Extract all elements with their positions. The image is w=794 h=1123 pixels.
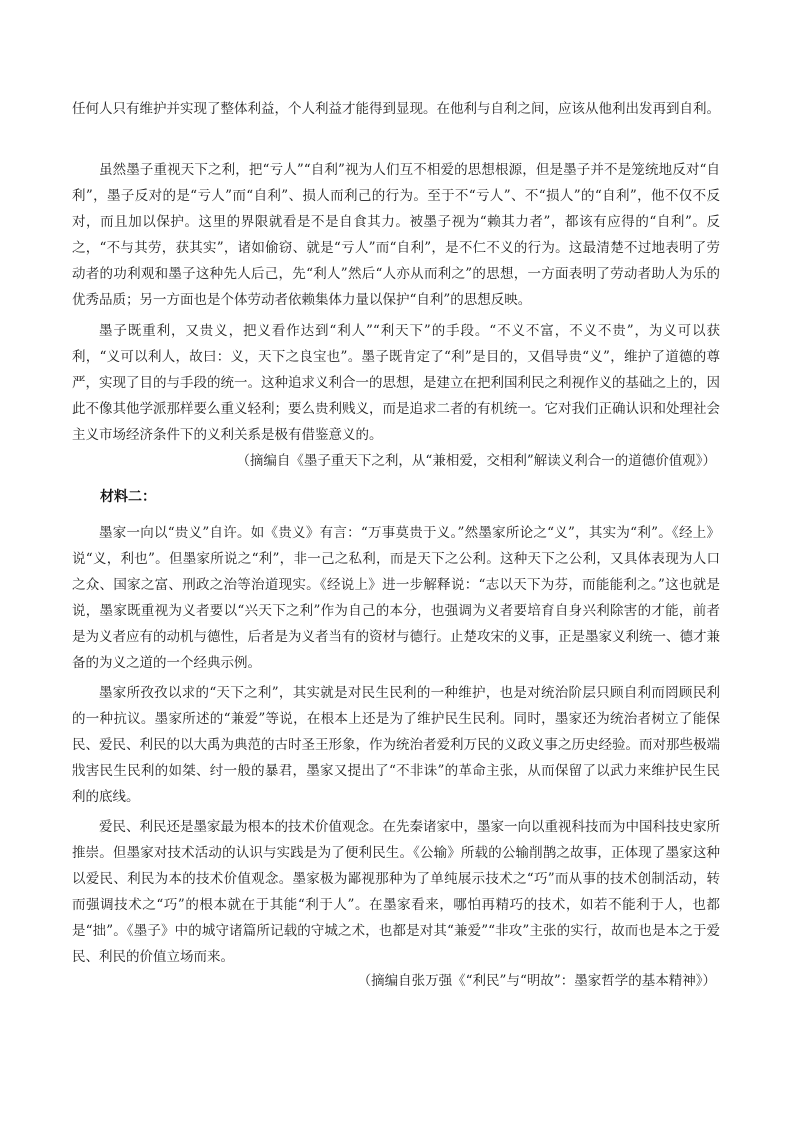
paragraph-continuation: 任何人只有维护并实现了整体利益，个人利益才能得到显现。在他利与自利之间，应该从他利出发再到自利。 [72,101,720,117]
paragraph-guiyi: 墨家一向以“贵义”自许。如《贵义》有言：“万事莫贵于义。”然墨家所论之“义”，其实为“利”。《经上》说“义，利也”。但墨家所说之“利”，非一己之私利，而是天下之公利。这种天下之公利，又具体表现为人口之众、国家之富、刑政之治等治道现实。《经说上》进一步解释说：“志以天下为芬，而能能利之。”这也就是说，墨家既重视为义者要以“兴天下之利”作为自己的本分，也强调为义者要培育自身兴利除害的才能，前者是为义者应有的动机与德性，后者是为义者当有的资材与德行。止楚攻宋的义事，正是墨家义利统一、德才兼备的为义之道的一个经典示例。 [72,525,720,671]
paragraph-righteousness-profit: 墨子既重利，又贵义，把义看作达到“利人”“利天下”的手段。“不义不富，不义不贵”，为义可以获利，“义可以利人，故曰：义，天下之良宝也”。墨子既肯定了“利”是目的，又倡导贵“义”，维护了道德的尊严，实现了目的与手段的统一。这种追求义利合一的思想，是建立在把利国利民之利视作义的基础之上的，因此不像其他学派那样要么重义轻利；要么贵利贱义，而是追求二者的有机统一。它对我们正确认识和处理社会主义市场经济条件下的义利关系是极有借鉴意义的。 [72,323,720,443]
paragraph-mozi-self-interest: 虽然墨子重视天下之利，把“亏人”“自利”视为人们互不相爱的思想根源，但是墨子并不是笼统地反对“自利”，墨子反对的是“亏人”而“自利”、损人而利己的行为。至于不“亏人”、不“损人”的“自利”，他不仅不反对，而且加以保护。这里的界限就看是不是自食其力。被墨子视为“赖其力者”，都该有应得的“自利”。反之，“不与其劳，获其实”，诸如偷窃、就是“亏人”而“自利”，是不仁不义的行为。这最清楚不过地表明了劳动者的功利观和墨子这种先人后己，先“利人”然后“人亦从而利之”的思想，一方面表明了劳动者助人为乐的优秀品质；另一方面也是个体劳动者依赖集体力量以保护“自利”的思想反映。 [72,162,720,308]
paragraph-benefit-of-world: 墨家所孜孜以求的“天下之利”，其实就是对民生民利的一种维护，也是对统治阶层只顾自利而罔顾民利的一种抗议。墨家所述的“兼爱”等说，在根本上还是为了维护民生民利。同时，墨家还为统治者树立了能保民、爱民、利民的以大禹为典范的古时圣王形象，作为统治者爱利万民的义政义事之历史经验。而对那些极端戕害民生民利的如桀、纣一般的暴君，墨家又提出了“不非诛”的革命主张，从而保留了以武力来维护民生民利的底线。 [72,685,720,805]
material-two-heading: 材料二： [100,489,156,505]
citation-source-1: （摘编自《墨子重天下之利，从“兼相爱，交相利”解读义利合一的道德价值观》） [236,453,716,469]
citation-source-2: （摘编自张万强《“利民”与“明故”：墨家哲学的基本精神》） [357,973,716,989]
paragraph-technology-values: 爱民、利民还是墨家最为根本的技术价值观念。在先秦诸家中，墨家一向以重视科技而为中国科技史家所推崇。但墨家对技术活动的认识与实践是为了便利民生。《公输》所载的公输削鹊之故事，正体现了墨家这种以爱民、利民为本的技术价值观念。墨家极为鄙视那种为了单纯展示技术之“巧”而从事的技术创制活动，转而强调技术之“巧”的根本就在于其能“利于人”。在墨家看来，哪怕再精巧的技术，如若不能利于人，也都是“拙”。《墨子》中的城守诸篇所记载的守城之术，也都是对其“兼爱”“非攻”主张的实行，故而也是本之于爱民、利民的价值立场而来。 [72,819,720,965]
